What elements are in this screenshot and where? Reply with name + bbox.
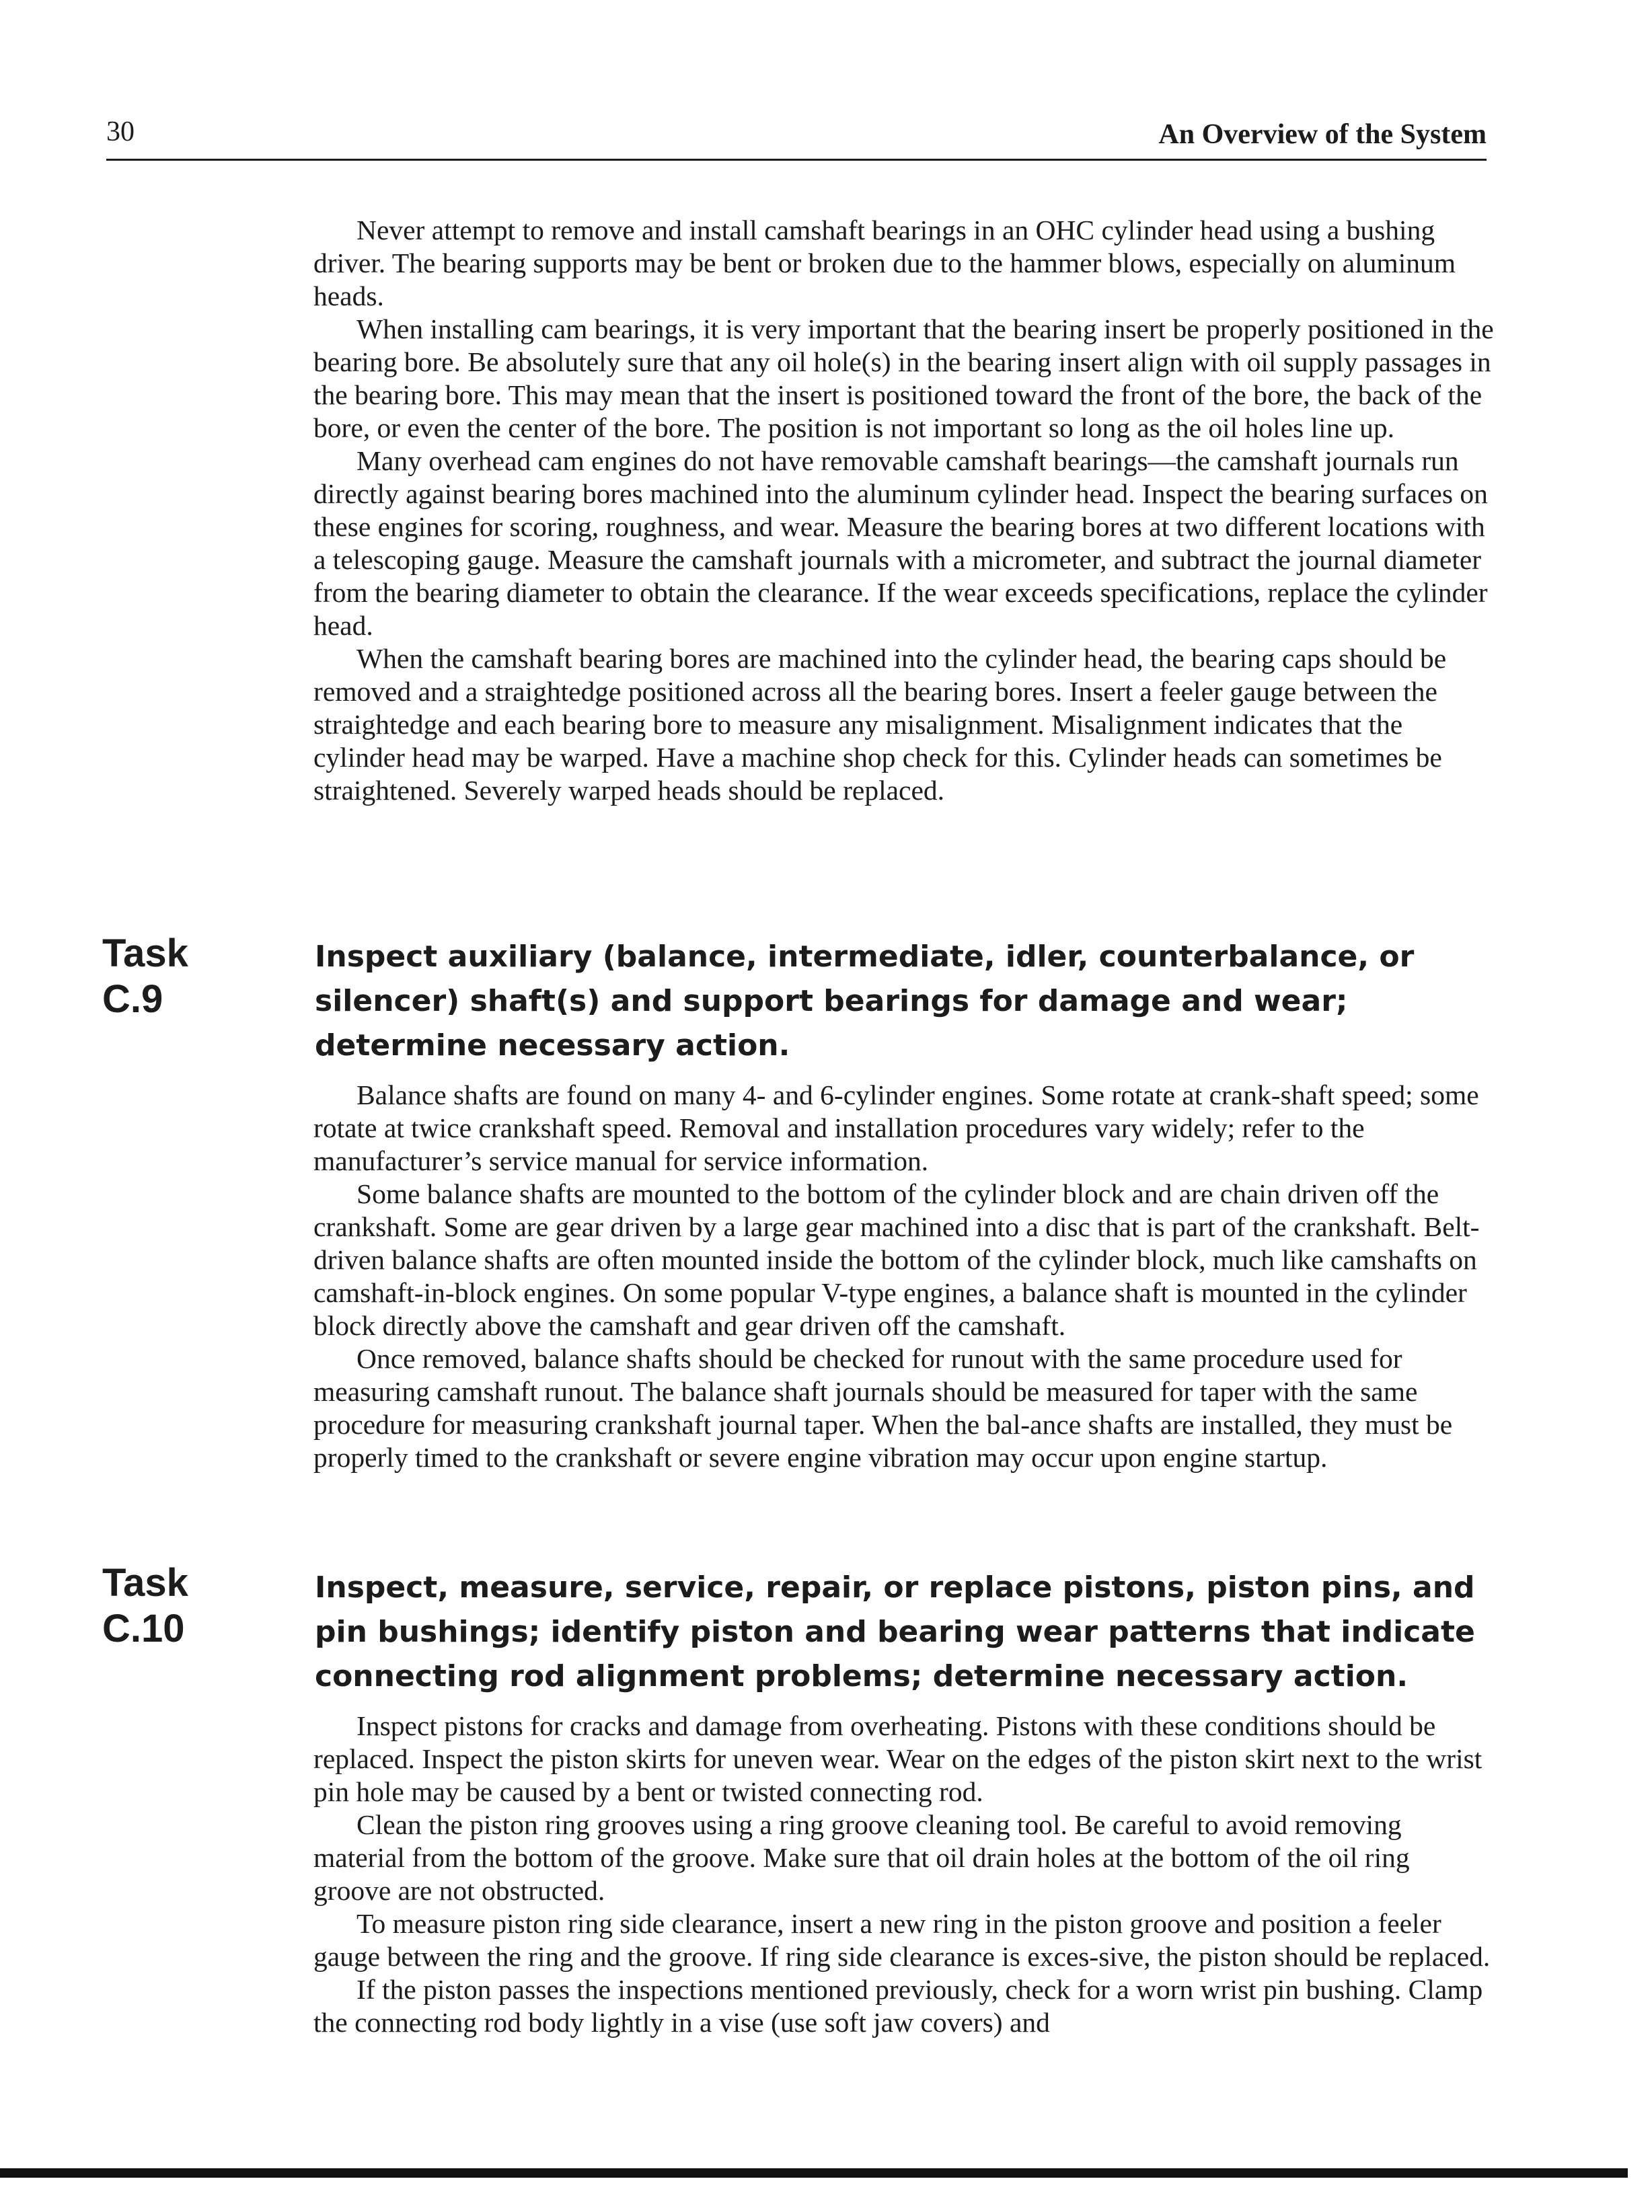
header-rule [106, 159, 1487, 161]
body-paragraph: Once removed, balance shafts should be checked for runout with the same procedure used for measuring camshaft runout. The balance shaft journals should be measured for taper with the same procedure for measuring crankshaft journal taper. When the bal-ance shafts are installed, they must be properly timed to the crankshaft or severe engine vibration may occur upon engine startup. [313, 1343, 1453, 1473]
body-paragraph: When installing cam bearings, it is very important that the bearing insert be properly positioned in the bearing bore. Be absolutely sure that any oil hole(s) in the bearing insert align with oil supply passages in the bearing bore. This may mean that the insert is positioned toward the front of the bore, the back of the bore, or even the center of the bore. The position is not important so long as the oil holes line up. [313, 313, 1494, 443]
body-paragraph: Clean the piston ring grooves using a ring groove cleaning tool. Be careful to avoid removing material from the bottom of the groove. Make sure that oil drain holes at the bottom of the oil ring groove are not obstructed. [313, 1809, 1410, 1906]
body-paragraph: Inspect pistons for cracks and damage from overheating. Pistons with these conditions should be replaced. Inspect the piston skirts for uneven wear. Wear on the edges of the piston skirt next to the wrist pin hole may be caused by a bent or twisted connecting rod. [313, 1710, 1482, 1807]
task-label-c9 [102, 931, 188, 1022]
task-c10-text [313, 1710, 1494, 2039]
task-heading-c9: Inspect auxiliary (balance, intermediate, idler, counterbalance, or silencer) shaft(s) and support bearings for damage and wear; determine necessary action. [315, 940, 1415, 1063]
page-header [106, 109, 1487, 163]
body-paragraph: When the camshaft bearing bores are machined into the cylinder head, the bearing caps should be removed and a straightedge positioned across all the bearing bores. Insert a feeler gauge between the straightedge and each bearing bore to measure any misalignment. Misalignment indicates that the cylinder head may be warped. Have a machine shop check for this. Cylinder heads can sometimes be straightened. Severely warped heads should be replaced. [313, 643, 1447, 806]
intro-text [313, 214, 1494, 807]
task-number: C.9 [102, 977, 163, 1021]
task-word: Task [102, 931, 188, 975]
task-label-c10 [102, 1560, 188, 1652]
running-title: An Overview of the System [1158, 119, 1487, 150]
task-c9-text [313, 1079, 1494, 1474]
task-number: C.10 [102, 1607, 185, 1650]
body-paragraph: Many overhead cam engines do not have removable camshaft bearings—the camshaft journals run directly against bearing bores machined into the aluminum cylinder head. Inspect the bearing surfaces on these engines for scoring, roughness, and wear. Measure the bearing bores at two different locations with a telescoping gauge. Measure the camshaft journals with a micrometer, and subtract the journal diameter from the bearing diameter to obtain the clearance. If the wear exceeds specifications, replace the cylinder head. [313, 445, 1488, 641]
body-paragraph: To measure piston ring side clearance, insert a new ring in the piston groove and position a feeler gauge between the ring and the groove. If ring side clearance is exces-sive, the piston should be replaced. [313, 1908, 1491, 1972]
body-paragraph: If the piston passes the inspections mentioned previously, check for a worn wrist pin bushing. Clamp the connecting rod body lightly in a vise (use soft jaw covers) and [313, 1974, 1483, 2038]
page-bottom-rule [0, 2168, 1628, 2178]
task-heading-c10: Inspect, measure, service, repair, or replace pistons, piston pins, and pin bushings; identify piston and bearing wear patterns that indicate connecting rod alignment problems; determine necessary action. [315, 1570, 1475, 1693]
task-word: Task [102, 1561, 188, 1605]
body-paragraph: Some balance shafts are mounted to the bottom of the cylinder block and are chain driven off the crankshaft. Some are gear driven by a large gear machined into a disc that is part of the crankshaft. Belt-driven balance shafts are often mounted inside the bottom of the cylinder block, much like camshafts on camshaft-in-block engines. On some popular V-type engines, a balance shaft is mounted in the cylinder block directly above the camshaft and gear driven off the camshaft. [313, 1178, 1480, 1341]
page-number: 30 [106, 116, 135, 147]
body-paragraph: Balance shafts are found on many 4- and 6-cylinder engines. Some rotate at crank-shaft speed; some rotate at twice crankshaft speed. Removal and installation procedures vary widely; refer to the manufacturer’s service manual for service information. [313, 1079, 1479, 1176]
body-paragraph: Never attempt to remove and install camshaft bearings in an OHC cylinder head using a bushing driver. The bearing supports may be bent or broken due to the hammer blows, especially on aluminum heads. [313, 215, 1456, 311]
